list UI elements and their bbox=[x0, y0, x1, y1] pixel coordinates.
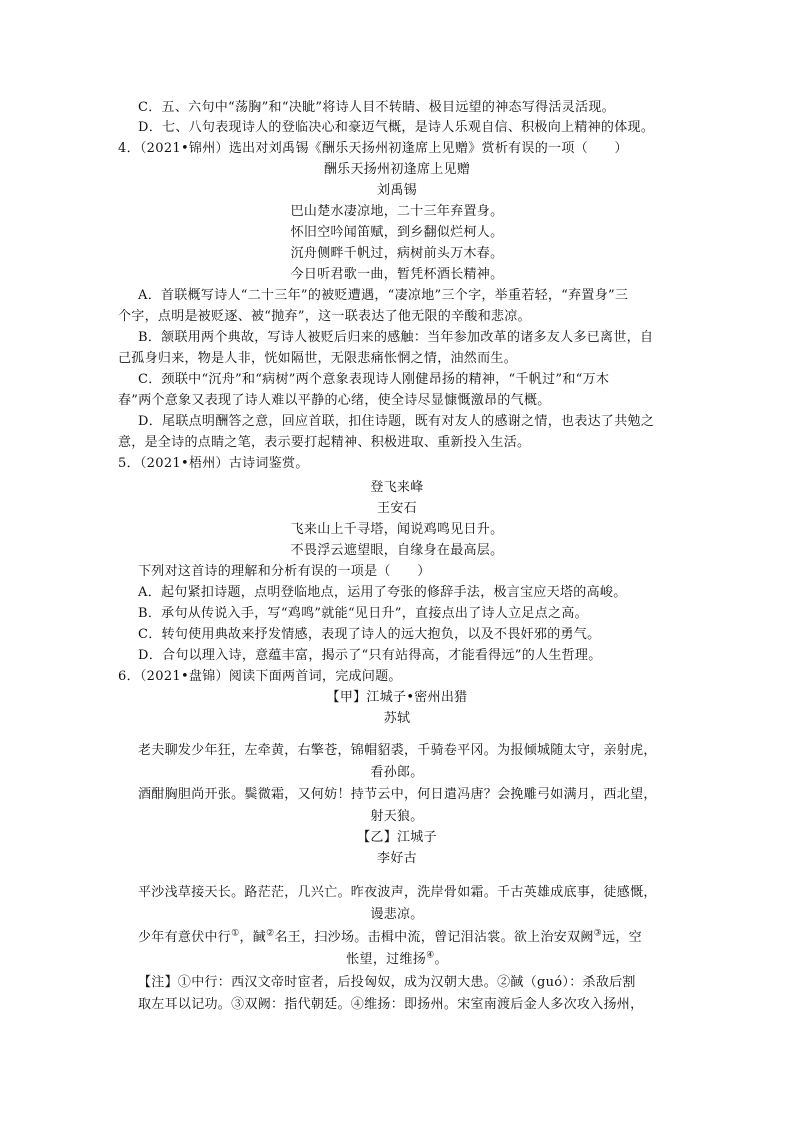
question-6-stem: 6．（2021•盘锦）阅读下面两首词，完成问题。 bbox=[118, 669, 402, 684]
ci-line: 酒酣胸胆尚开张。鬓微霜，又何妨！持节云中，何日遣冯唐？会挽雕弓如满月，西北望， bbox=[138, 787, 657, 802]
poem-line: 今日听君歌一曲，暂凭杯酒长精神。 bbox=[290, 267, 504, 282]
poem-author-yi: 李好古 bbox=[377, 851, 417, 866]
option-b-q5: B．承句从传说入手，写“鸡鸣”就能“见日升”，直接点出了诗人立足点之高。 bbox=[138, 606, 588, 621]
ci-line-with-notes bbox=[138, 929, 642, 947]
poem-line: 怀旧空吟闻笛赋，到乡翻似烂柯人。 bbox=[290, 225, 504, 240]
ci-line-cont bbox=[0, 951, 794, 969]
ci-line: 平沙浅草接天长。路茫茫，几兴亡。昨夜波声，洗岸骨如霜。千古英雄成底事，徒感慨， bbox=[138, 885, 657, 900]
notes-cont: 取左耳以记功。③双阙：指代朝廷。④维扬：即扬州。宋室南渡后金人多次攻入扬州， bbox=[138, 997, 644, 1012]
poem-line: 飞来山上千寻塔，闻说鸡鸣见日升。 bbox=[290, 522, 504, 537]
ci-line: 老夫聊发少年狂，左牵黄，右擎苍，锦帽貂裘，千骑卷平冈。为报倾城随太守，亲射虎， bbox=[138, 743, 657, 758]
option-a-q5: A．起句紧扣诗题，点明登临地点，运用了夸张的修辞手法，极言宝应天塔的高峻。 bbox=[138, 585, 627, 600]
poem-line: 不畏浮云遮望眼，自缘身在最高层。 bbox=[290, 543, 504, 558]
option-b-q4: B．颔联用两个典故，写诗人被贬后归来的感触：当年参加改革的诸多友人多已离世，自 bbox=[138, 330, 654, 345]
option-d-q3: D．七、八句表现诗人的登临决心和豪迈气概，是诗人乐观自信、积极向上精神的体现。 bbox=[138, 120, 655, 135]
option-c-q3: C．五、六句中“荡胸”和“决眦”将诗人目不转睛、极目远望的神态写得活灵活现。 bbox=[138, 100, 615, 115]
option-c-q5: C．转句使用典故来抒发情感，表现了诗人的远大抱负，以及不畏奸邪的勇气。 bbox=[138, 627, 601, 642]
question-4-stem: 4．（2021•锦州）选出对刘禹锡《酬乐天扬州初逢席上见赠》赏析有误的一项（ ） bbox=[118, 141, 628, 156]
option-d-q5: D．合句以理入诗，意蕴丰富，揭示了“只有站得高，才能看得远”的人生哲理。 bbox=[138, 648, 602, 663]
option-a-q4: A．首联概写诗人“二十三年”的被贬遭遇，“凄凉地”三个字，举重若轻，“弃置身”三 bbox=[138, 288, 629, 303]
poem-line: 巴山楚水凄凉地，二十三年弃置身。 bbox=[290, 204, 504, 219]
text-fragment: 远，空 bbox=[602, 930, 642, 945]
option-c-q4: C．颈联中“沉舟”和“病树”两个意象表现诗人刚健昂扬的精神，“千帆过”和“万木 bbox=[138, 372, 610, 387]
option-a-q4-cont: 个字，点明是被贬逐、被“抛弃”，这一联表达了他无限的辛酸和悲凉。 bbox=[118, 309, 531, 324]
note-marker: ③ bbox=[593, 928, 603, 939]
text-fragment: ，馘 bbox=[239, 930, 267, 945]
poem-title-q4: 酬乐天扬州初逢席上见赠 bbox=[323, 162, 471, 177]
option-d-q4-cont: 意，是全诗的点睛之笔，表示要打起精神、积极进取、重新投入生活。 bbox=[118, 435, 531, 450]
option-d-q4: D．尾联点明酬答之意，回应首联，扣住诗题，既有对友人的感谢之情，也表达了共勉之 bbox=[138, 414, 655, 429]
note-marker: ① bbox=[231, 928, 240, 939]
question-5-prompt: 下列对这首诗的理解和分析有误的一项是（ ） bbox=[138, 564, 431, 579]
poem-author-q5: 王安石 bbox=[377, 501, 417, 516]
poem-title-jia: 【甲】江城子•密州出猎 bbox=[326, 690, 468, 705]
ci-line-cont: 射天狼。 bbox=[370, 809, 424, 824]
notes: 【注】①中行：西汉文帝时宦者，后投匈奴，成为汉朝大患。②馘（guó）：杀敌后割 bbox=[138, 975, 636, 990]
poem-line: 沉舟侧畔千帆过，病树前头万木春。 bbox=[290, 246, 504, 261]
text-fragment: 怅望，过维扬 bbox=[346, 952, 427, 967]
poem-title-q5: 登飞来峰 bbox=[370, 480, 424, 495]
poem-title-yi: 【乙】江城子 bbox=[357, 830, 437, 845]
poem-author-jia: 苏轼 bbox=[383, 711, 411, 726]
note-marker: ④ bbox=[426, 950, 435, 961]
text-fragment: 少年有意伏中行 bbox=[138, 930, 232, 945]
ci-line-cont: 看孙郎。 bbox=[370, 765, 424, 780]
ci-line-cont: 谩悲凉。 bbox=[370, 907, 424, 922]
text-fragment: 。 bbox=[434, 952, 448, 967]
option-b-q4-cont: 己孤身归来，物是人非，恍如隔世，无限悲痛怅惘之情，油然而生。 bbox=[118, 351, 518, 366]
note-marker: ② bbox=[266, 928, 275, 939]
text-fragment: 名王，扫沙场。击楫中流，曾记泪沾裳。欲上治安双阙 bbox=[274, 930, 594, 945]
question-5-stem: 5．（2021•梧州）古诗词鉴赏。 bbox=[118, 456, 309, 471]
option-c-q4-cont: 春”两个意象又表现了诗人难以平静的心绪，使全诗尽显慷慨激昂的气概。 bbox=[118, 393, 551, 408]
poem-author-q4: 刘禹锡 bbox=[377, 183, 417, 198]
